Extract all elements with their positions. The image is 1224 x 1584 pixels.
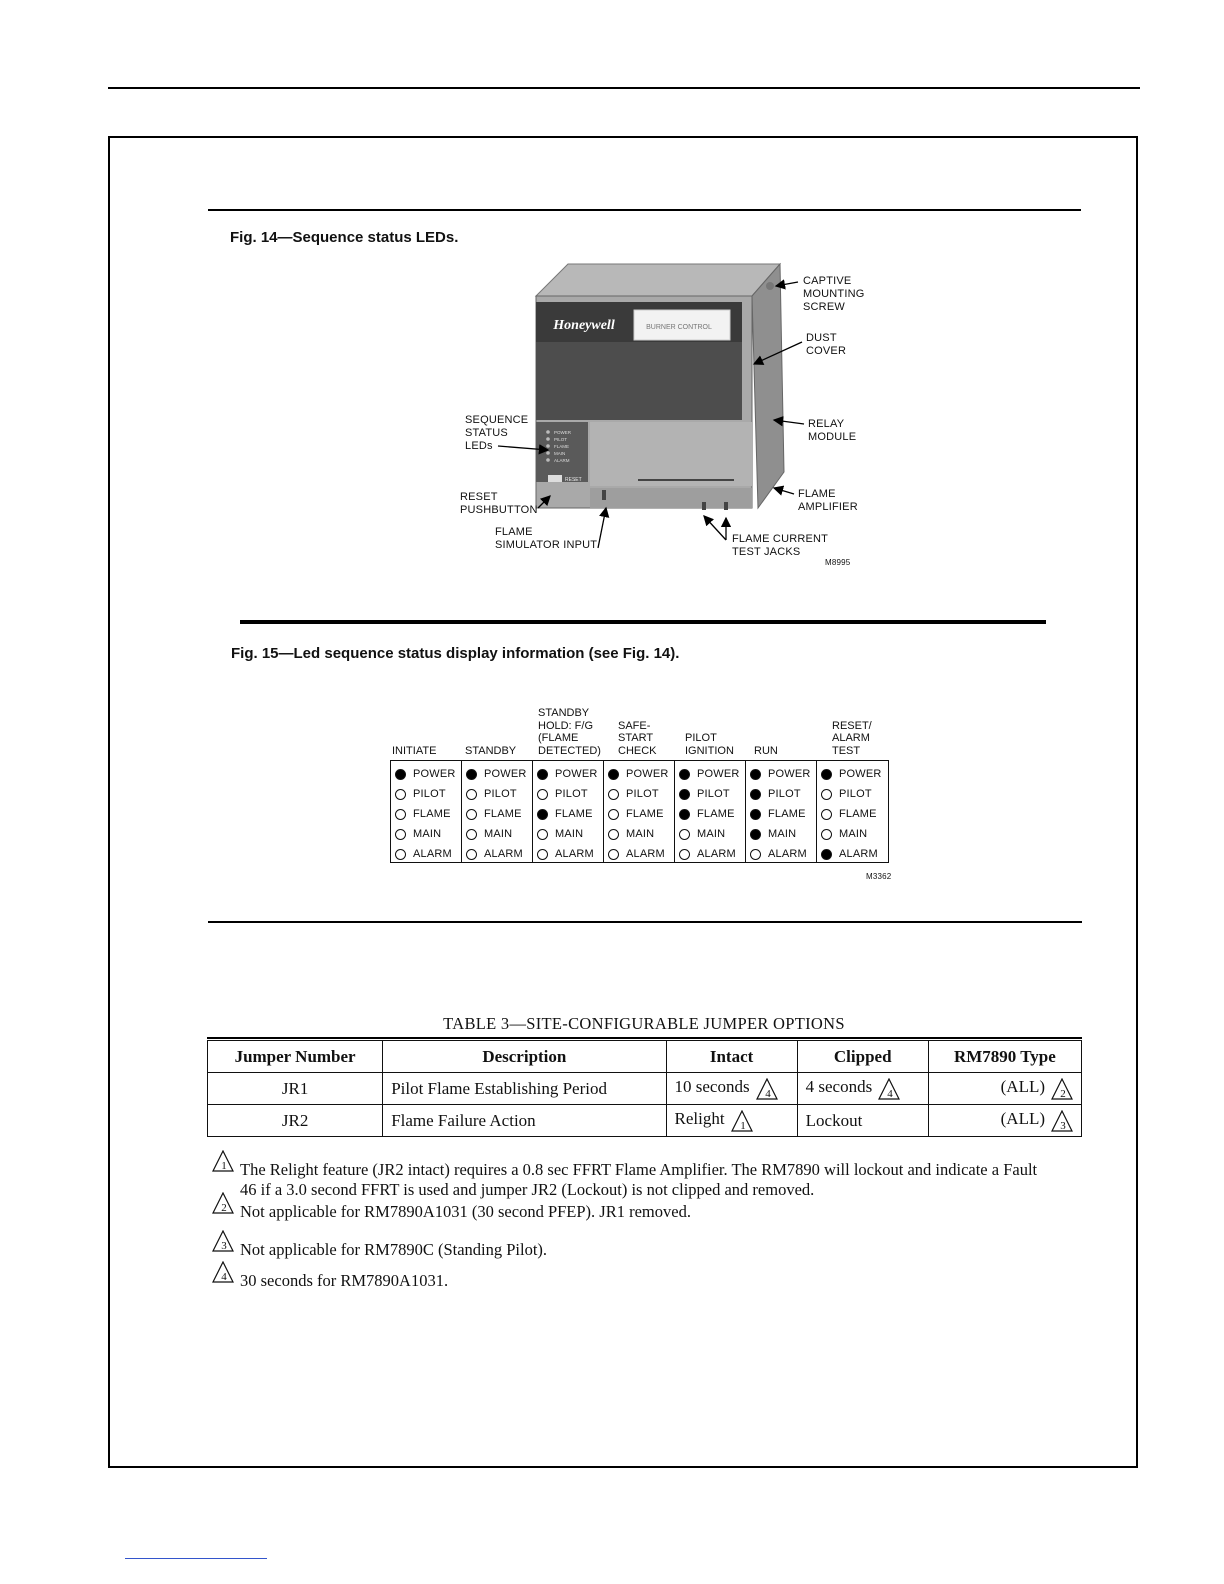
led-label: FLAME [626, 808, 664, 820]
led-label: MAIN [555, 828, 584, 840]
led-label: MAIN [413, 828, 442, 840]
led-column-header: INITIATE [392, 744, 437, 757]
led-column [746, 761, 817, 862]
led-column [462, 761, 533, 862]
note-triangle-icon [212, 1150, 234, 1172]
led-row [675, 784, 745, 804]
led-label: ALARM [555, 848, 594, 860]
led-label: ALARM [413, 848, 452, 860]
led-label: ALARM [626, 848, 665, 860]
led-row [746, 804, 816, 824]
cell-clipped: 4 seconds 4 [797, 1073, 928, 1105]
note-triangle-icon [878, 1078, 900, 1100]
led-label: POWER [484, 768, 527, 780]
led-label: MAIN [768, 828, 797, 840]
led-off-icon [750, 849, 761, 860]
led-column [604, 761, 675, 862]
fig14-title: Fig. 14—Sequence status LEDs. [230, 229, 459, 246]
footnote: 2 Not applicable for RM7890A1031 (30 second PFEP). JR1 removed. [206, 1194, 1086, 1216]
led-on-icon [821, 849, 832, 860]
svg-text:2: 2 [221, 1202, 227, 1215]
cell-type: (ALL) 2 [928, 1073, 1081, 1105]
led-column-header: STANDBY [465, 744, 517, 757]
led-on-icon [750, 809, 761, 820]
led-label: PILOT [413, 788, 446, 800]
led-off-icon [466, 789, 477, 800]
footer-link-line [125, 1558, 267, 1559]
led-row [462, 764, 532, 784]
led-column [675, 761, 746, 862]
led-row [391, 784, 461, 804]
led-on-icon [466, 769, 477, 780]
led-column [817, 761, 888, 862]
led-label: POWER [413, 768, 456, 780]
jumper-options-table [207, 1040, 1082, 1137]
col-intact: Intact [666, 1041, 797, 1073]
led-row [462, 784, 532, 804]
led-off-icon [608, 849, 619, 860]
device-brand-text: Honeywell [553, 318, 615, 333]
led-row [391, 804, 461, 824]
led-row [746, 784, 816, 804]
led-column [391, 761, 462, 862]
led-row [817, 844, 888, 864]
led-on-icon [395, 769, 406, 780]
cell-intact: Relight 1 [666, 1105, 797, 1137]
table3-title: TABLE 3—SITE-CONFIGURABLE JUMPER OPTIONS [443, 1014, 845, 1033]
led-off-icon [395, 789, 406, 800]
led-row [462, 824, 532, 844]
led-row [746, 764, 816, 784]
footnote: 3 Not applicable for RM7890C (Standing Pilot). [206, 1232, 1086, 1254]
led-row [604, 764, 674, 784]
col-description: Description [383, 1041, 666, 1073]
led-off-icon [466, 809, 477, 820]
led-column-header: RESET/ ALARM TEST [832, 719, 872, 757]
led-off-icon [537, 829, 548, 840]
led-column-header: PILOT IGNITION [685, 732, 734, 757]
col-clipped: Clipped [797, 1041, 928, 1073]
led-off-icon [821, 829, 832, 840]
led-label: PILOT [555, 788, 588, 800]
led-off-icon [395, 849, 406, 860]
callout-relay-module: RELAY MODULE [808, 418, 857, 443]
led-row [604, 824, 674, 844]
led-on-icon [750, 769, 761, 780]
led-label: PILOT [768, 788, 801, 800]
led-row [462, 844, 532, 864]
led-off-icon [537, 849, 548, 860]
cell-clipped: Lockout [797, 1105, 928, 1137]
fig15-title: Fig. 15—Led sequence status display information (see Fig. 14). [231, 645, 680, 662]
led-label: MAIN [697, 828, 726, 840]
svg-text:4: 4 [887, 1087, 893, 1100]
led-row [533, 824, 603, 844]
led-label: FLAME [768, 808, 806, 820]
led-row [391, 764, 461, 784]
mini-led-flame: FLAME [554, 444, 570, 449]
led-label: PILOT [626, 788, 659, 800]
fig14-top-rule [208, 209, 1081, 211]
cell-type: (ALL) 3 [928, 1105, 1081, 1137]
led-on-icon [679, 809, 690, 820]
table-row [208, 1073, 1082, 1105]
led-row [391, 824, 461, 844]
led-off-icon [679, 849, 690, 860]
callout-dust-cover: DUST COVER [806, 332, 847, 357]
mini-led-power: POWER [554, 430, 572, 435]
cell-description: Flame Failure Action [383, 1105, 666, 1137]
led-on-icon [750, 789, 761, 800]
note-triangle-icon [731, 1110, 753, 1132]
led-off-icon [395, 809, 406, 820]
led-off-icon [395, 829, 406, 840]
led-row [604, 844, 674, 864]
svg-text:1: 1 [221, 1160, 227, 1173]
led-row [817, 784, 888, 804]
mini-led-main: MAIN [554, 451, 566, 456]
led-row [604, 784, 674, 804]
callout-flame-simulator: FLAME SIMULATOR INPUT [495, 526, 598, 551]
fig15-code: M3362 [866, 872, 892, 881]
led-row [746, 844, 816, 864]
table-row [208, 1105, 1082, 1137]
led-on-icon [608, 769, 619, 780]
led-on-icon [537, 769, 548, 780]
led-label: POWER [626, 768, 669, 780]
note-triangle-icon [1051, 1110, 1073, 1132]
svg-text:4: 4 [764, 1087, 771, 1100]
fig15-top-rule [240, 620, 1046, 624]
led-off-icon [608, 809, 619, 820]
callout-sequence-leds: SEQUENCE STATUS LEDs [465, 414, 529, 452]
led-off-icon [466, 829, 477, 840]
led-column-header: STANDBY HOLD: F/G (FLAME DETECTED) [538, 707, 601, 757]
led-on-icon [679, 789, 690, 800]
led-label: POWER [697, 768, 740, 780]
col-rm7890-type: RM7890 Type [928, 1041, 1081, 1073]
led-label: PILOT [484, 788, 517, 800]
led-on-icon [679, 769, 690, 780]
svg-text:3: 3 [1060, 1119, 1066, 1132]
led-row [462, 804, 532, 824]
led-label: FLAME [839, 808, 877, 820]
led-label: FLAME [413, 808, 451, 820]
cell-intact: 10 seconds 4 [666, 1073, 797, 1105]
mini-led-pilot: PILOT [554, 437, 568, 442]
footnote: 1 The Relight feature (JR2 intact) requires a 0.8 sec FFRT Flame Amplifier. The RM7890 will lockout and indicate a Fault 46 if a 3.0 second FFRT is used and jumper JR2 (Lockout) is not clipped and removed. [206, 1152, 1086, 1194]
led-label: MAIN [626, 828, 655, 840]
led-row [817, 824, 888, 844]
note-triangle-icon [212, 1261, 234, 1283]
device-reset-text: RESET [565, 477, 582, 483]
led-off-icon [466, 849, 477, 860]
led-label: POWER [768, 768, 811, 780]
table-header-row [208, 1041, 1082, 1073]
led-row [533, 844, 603, 864]
led-row [746, 824, 816, 844]
cell-description: Pilot Flame Establishing Period [383, 1073, 666, 1105]
led-off-icon [608, 789, 619, 800]
led-off-icon [537, 789, 548, 800]
led-label: ALARM [839, 848, 878, 860]
fig15-bottom-rule [208, 921, 1082, 923]
led-column-header: RUN [754, 744, 778, 757]
led-label: POWER [555, 768, 598, 780]
led-row [817, 764, 888, 784]
led-column-header: SAFE- START CHECK [618, 719, 657, 757]
table3-top-rule [207, 1037, 1082, 1039]
header-rule [108, 87, 1140, 89]
cell-jumper: JR1 [208, 1073, 383, 1105]
led-row [817, 804, 888, 824]
led-label: FLAME [555, 808, 593, 820]
cell-jumper: JR2 [208, 1105, 383, 1137]
led-row [604, 804, 674, 824]
led-label: FLAME [697, 808, 735, 820]
footnote: 4 30 seconds for RM7890A1031. [206, 1263, 1086, 1285]
led-row [533, 764, 603, 784]
led-on-icon [750, 829, 761, 840]
callout-captive-screw: CAPTIVE MOUNTING SCREW [803, 275, 865, 313]
led-column [533, 761, 604, 862]
callout-flame-amplifier: FLAME AMPLIFIER [798, 488, 858, 513]
note-triangle-icon [212, 1230, 234, 1252]
led-row [675, 844, 745, 864]
led-status-grid [390, 760, 889, 863]
svg-text:1: 1 [739, 1119, 746, 1132]
led-row [533, 804, 603, 824]
mini-led-alarm: ALARM [554, 458, 570, 463]
note-triangle-icon [1051, 1078, 1073, 1100]
led-label: POWER [839, 768, 882, 780]
led-row [533, 784, 603, 804]
led-on-icon [821, 769, 832, 780]
led-off-icon [608, 829, 619, 840]
led-label: ALARM [484, 848, 523, 860]
led-off-icon [821, 809, 832, 820]
led-label: MAIN [484, 828, 513, 840]
led-label: ALARM [697, 848, 736, 860]
led-row [675, 824, 745, 844]
led-label: MAIN [839, 828, 868, 840]
svg-text:3: 3 [221, 1240, 227, 1253]
led-label: PILOT [839, 788, 872, 800]
device-label-text: BURNER CONTROL [646, 324, 712, 331]
led-off-icon [821, 789, 832, 800]
led-label: PILOT [697, 788, 730, 800]
led-on-icon [537, 809, 548, 820]
led-label: ALARM [768, 848, 807, 860]
led-label: FLAME [484, 808, 522, 820]
note-triangle-icon [756, 1078, 778, 1100]
fig14-code: M8995 [825, 558, 851, 567]
led-row [675, 804, 745, 824]
led-row [675, 764, 745, 784]
led-row [391, 844, 461, 864]
note-triangle-icon [212, 1192, 234, 1214]
svg-text:2: 2 [1060, 1087, 1066, 1100]
led-off-icon [679, 829, 690, 840]
col-jumper-number: Jumper Number [208, 1041, 383, 1073]
callout-reset-pushbutton: RESET PUSHBUTTON [460, 491, 538, 516]
callout-test-jacks: FLAME CURRENT TEST JACKS [732, 533, 829, 558]
svg-text:4: 4 [221, 1271, 227, 1284]
